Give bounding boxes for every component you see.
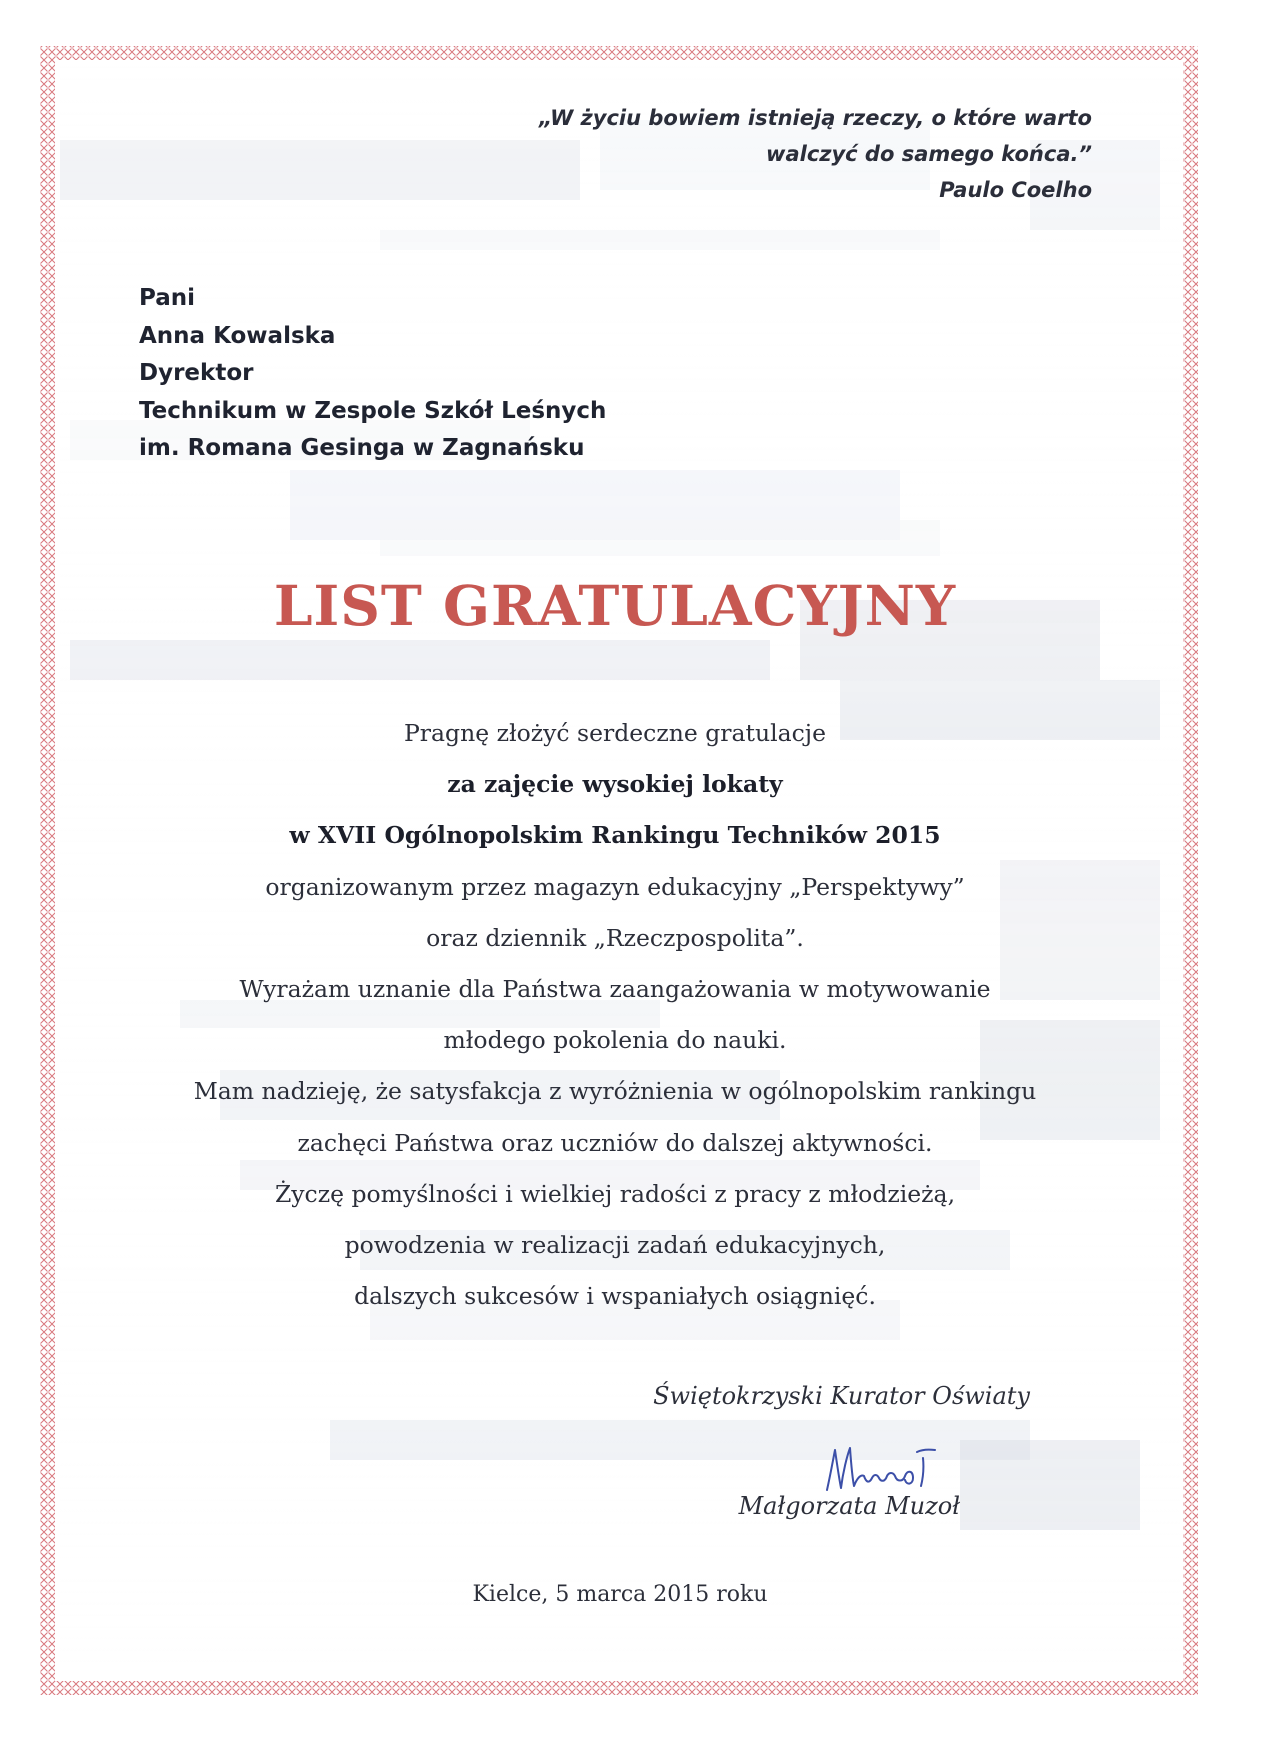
body-line: w XVII Ogólnopolskim Rankingu Techników 2015	[289, 821, 941, 850]
body-line: Mam nadzieję, że satysfakcja z wyróżnienia w ogólnopolskim rankingu	[193, 1077, 1037, 1106]
body-line: dalszych sukcesów i wspaniałych osiągnięć.	[354, 1282, 876, 1311]
addressee-block	[139, 280, 606, 468]
quote-line: „W życiu bowiem istnieją rzeczy, o które warto	[538, 106, 1092, 130]
addressee-line: im. Romana Gesinga w Zagnańsku	[139, 435, 585, 461]
signatory-name: Małgorzata Muzoł	[738, 1492, 960, 1520]
addressee-line: Pani	[139, 285, 196, 311]
letter-body	[60, 708, 1170, 1322]
body-line: Życzę pomyślności i wielkiej radości z pracy z młodzieżą,	[274, 1179, 956, 1208]
quote-line: walczyć do samego końca.”	[766, 142, 1092, 166]
body-line: Wyrażam uznanie dla Państwa zaangażowania w motywowanie	[239, 975, 991, 1004]
letter-title: LIST GRATULACYJNY	[273, 573, 957, 638]
body-line: za zajęcie wysokiej lokaty	[447, 770, 783, 799]
body-line: powodzenia w realizacji zadań edukacyjnych,	[344, 1231, 886, 1260]
body-line: zachęci Państwa oraz uczniów do dalszej aktywności.	[297, 1128, 933, 1157]
place-and-date: Kielce, 5 marca 2015 roku	[472, 1582, 768, 1607]
body-line: Pragnę złożyć serdeczne gratulacje	[403, 719, 826, 747]
addressee-line: Dyrektor	[139, 360, 254, 386]
addressee-line: Technikum w Zespole Szkół Leśnych	[139, 397, 607, 424]
body-line: organizowanym przez magazyn edukacyjny „Perspektywy”	[265, 872, 965, 901]
signatory-title: Świętokrzyski Kurator Oświaty	[653, 1382, 1030, 1410]
body-line: oraz dziennik „Rzeczpospolita”.	[426, 923, 804, 952]
addressee-line: Anna Kowalska	[139, 322, 336, 349]
epigraph-quote	[539, 100, 1092, 208]
handwritten-signature	[817, 1442, 957, 1497]
quote-author: Paulo Coelho	[939, 178, 1092, 202]
body-line: młodego pokolenia do nauki.	[443, 1026, 787, 1055]
